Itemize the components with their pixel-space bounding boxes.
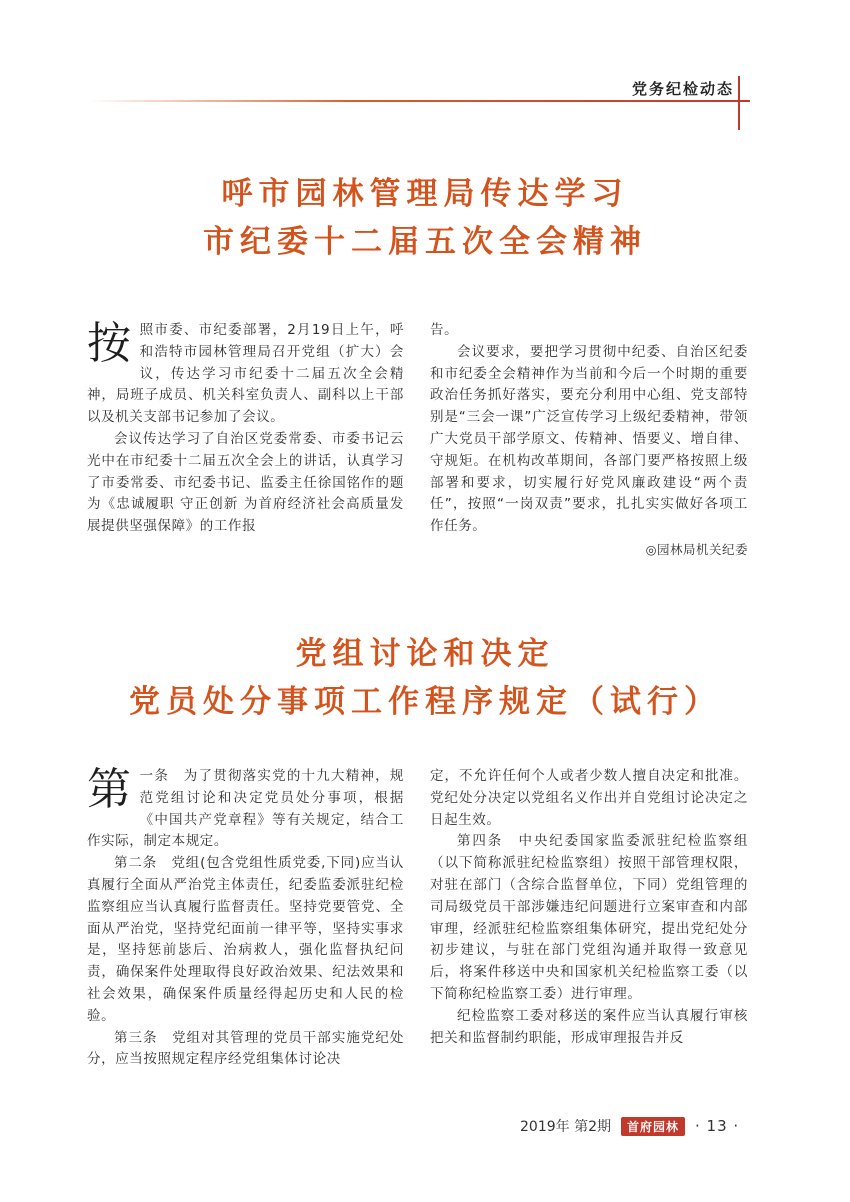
article2-paragraph: 一条 为了贯彻落实党的十九大精神，规范党组讨论和决定党员处分事项，根据《中国共产党章程》等有关规定，结合工作实际，制定本规定。	[87, 768, 404, 850]
article1-signature: ◎园林局机关纪委	[645, 541, 748, 557]
header-tick-mark	[738, 76, 740, 130]
article2-paragraph: 定，不允许任何个人或者少数人擅自决定和批准。党纪处分决定以党组名义作出并自党组讨论决定之日起生效。	[430, 768, 748, 828]
page-footer	[520, 1116, 739, 1136]
section-label: 党务纪检动态	[631, 80, 734, 98]
article2-paragraph: 第二条 党组(包含党组性质党委,下同)应当认真履行全面从严治党主体责任，纪委监委派驻纪检监察组应当认真履行监督责任。坚持党要管党、全面从严治党，坚持党纪面前一律平等，坚持实事求是，坚持惩前毖后、治病救人，强化监督执纪问责，确保案件处理取得良好政治效果、纪法效果和社会效果，确保案件质量经得起历史和人民的检验。	[87, 855, 404, 1024]
article2-dropcap: 第	[87, 764, 132, 815]
article2-left-column	[87, 766, 404, 1071]
issue-label: 2019年 第2期	[520, 1119, 611, 1135]
article1-left-column	[87, 320, 404, 538]
article2-title	[0, 630, 850, 726]
article2-right-column	[430, 766, 748, 1049]
article1-paragraph: 会议要求，要把学习贯彻中纪委、自治区纪委和市纪委全会精神作为当前和今后一个时期的重要政治任务抓好落实，要充分利用中心组、党支部特别是“三会一课”广泛宣传学习上级纪委精神，带领广大党员干部学原文、传精神、悟要义、增自律、守规矩。在机构改革期间，各部门要严格按照上级部署和要求，切实履行好党风廉政建设“两个责任”，按照“一岗双责”要求，扎扎实实做好各项工作任务。	[430, 343, 748, 535]
article1-right-column	[430, 320, 748, 561]
article2-title-line1: 党组讨论和决定	[295, 636, 555, 672]
article1-paragraph: 照市委、市纪委部署，2月19日上午，呼和浩特市园林管理局召开党组（扩大）会议，传达学习市纪委十二届五次全会精神，局班子成员、机关科室负责人、副科以上干部以及机关支部书记参加了会议。	[87, 322, 404, 426]
article1-paragraph: 告。	[430, 322, 459, 338]
article2-paragraph: 第四条 中央纪委国家监委派驻纪检监察组（以下简称派驻纪检监察组）按照干部管理权限，对驻在部门（含综合监督单位，下同）党组管理的司局级党员干部涉嫌违纪问题进行立案审查和内部审理，经派驻纪检监察组集体研究，提出党纪处分初步建议，与驻在部门党组沟通并取得一致意见后，将案件移送中央和国家机关纪检监察工委（以下简称纪检监察工委）进行审理。	[430, 833, 748, 1002]
article1-title-line2: 市纪委十二届五次全会精神	[203, 224, 647, 260]
article2-paragraph: 第三条 党组对其管理的党员干部实施党纪处分，应当按照规定程序经党组集体讨论决	[87, 1029, 404, 1068]
page-number: · 13 ·	[695, 1117, 740, 1135]
article1-paragraph: 会议传达学习了自治区党委常委、市委书记云光中在市纪委十二届五次全会上的讲话，认真学习了市委常委、市纪委书记、监委主任徐国铭作的题为《忠诚履职 守正创新 为首府经济社会高质量发展提供坚强保障》的工作报	[87, 430, 404, 535]
article2-title-line2: 党员处分事项工作程序规定（试行）	[129, 684, 721, 720]
header-rule	[88, 100, 750, 102]
article1-dropcap: 按	[87, 318, 132, 369]
article1-title	[0, 170, 850, 266]
article2-paragraph: 纪检监察工委对移送的案件应当认真履行审核把关和监督制约职能，形成审理报告并反	[430, 1007, 748, 1046]
article1-title-line1: 呼市园林管理局传达学习	[221, 176, 629, 212]
magazine-logo: 首府园林	[621, 1117, 685, 1136]
